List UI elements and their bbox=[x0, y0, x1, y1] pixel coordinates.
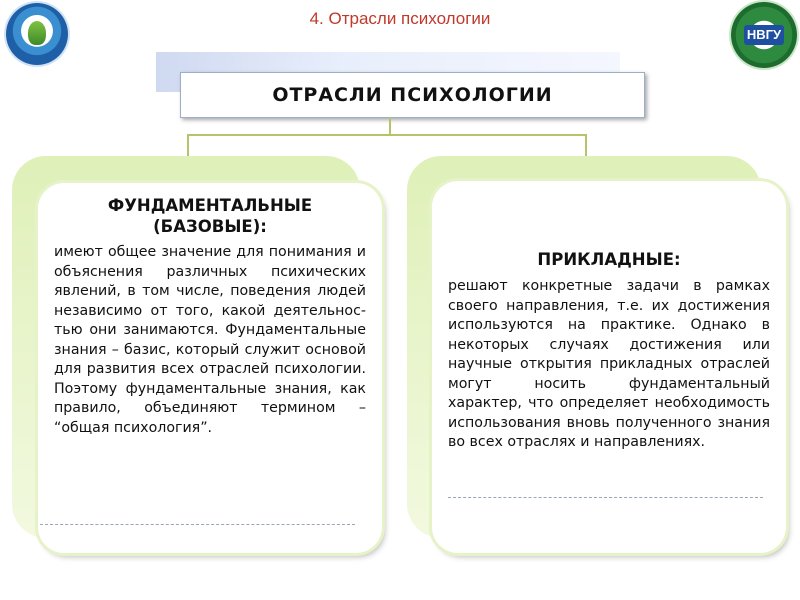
slide-title: 4. Отрасли психологии bbox=[309, 9, 491, 28]
connector-left bbox=[187, 134, 189, 158]
right-card-title: ПРИКЛАДНЫЕ: bbox=[537, 250, 681, 269]
left-card-underline bbox=[40, 524, 355, 525]
nvgu-badge: НВГУ bbox=[744, 25, 784, 45]
connector-right bbox=[585, 134, 587, 158]
connector-stem bbox=[389, 117, 391, 135]
diagram-header: ОТРАСЛИ ПСИХОЛОГИИ bbox=[180, 72, 645, 118]
left-card-title-line2: (БАЗОВЫЕ): bbox=[153, 217, 267, 236]
nvgu-logo bbox=[731, 2, 797, 68]
left-card-title-line1: ФУНДАМЕНТАЛЬНЫЕ bbox=[107, 196, 313, 215]
right-card-text: решают конкретные задачи в рамках своего направления, т.е. их достижения используются на практике. Однако в некоторых случаях достижения или научные открытия прикладных отраслей могут носить фундаментальный характер, что определяет необходимость использования вновь полученного знания во всех отраслях и направлениях. bbox=[448, 278, 770, 450]
left-card-text: имеют общее значение для понимания и объяснения различных психических явлений, в том числе, поведения людей независимо от того, какой деятельнос-тью они занимаются. Фундаментальные знания – базис, который служит основой для развития всех отраслей психологии. Поэтому фундаментальные знания, как правило, объединяют термином – “общая психология”. bbox=[54, 244, 366, 436]
right-card-underline bbox=[448, 497, 763, 498]
connector-bar bbox=[187, 134, 587, 136]
